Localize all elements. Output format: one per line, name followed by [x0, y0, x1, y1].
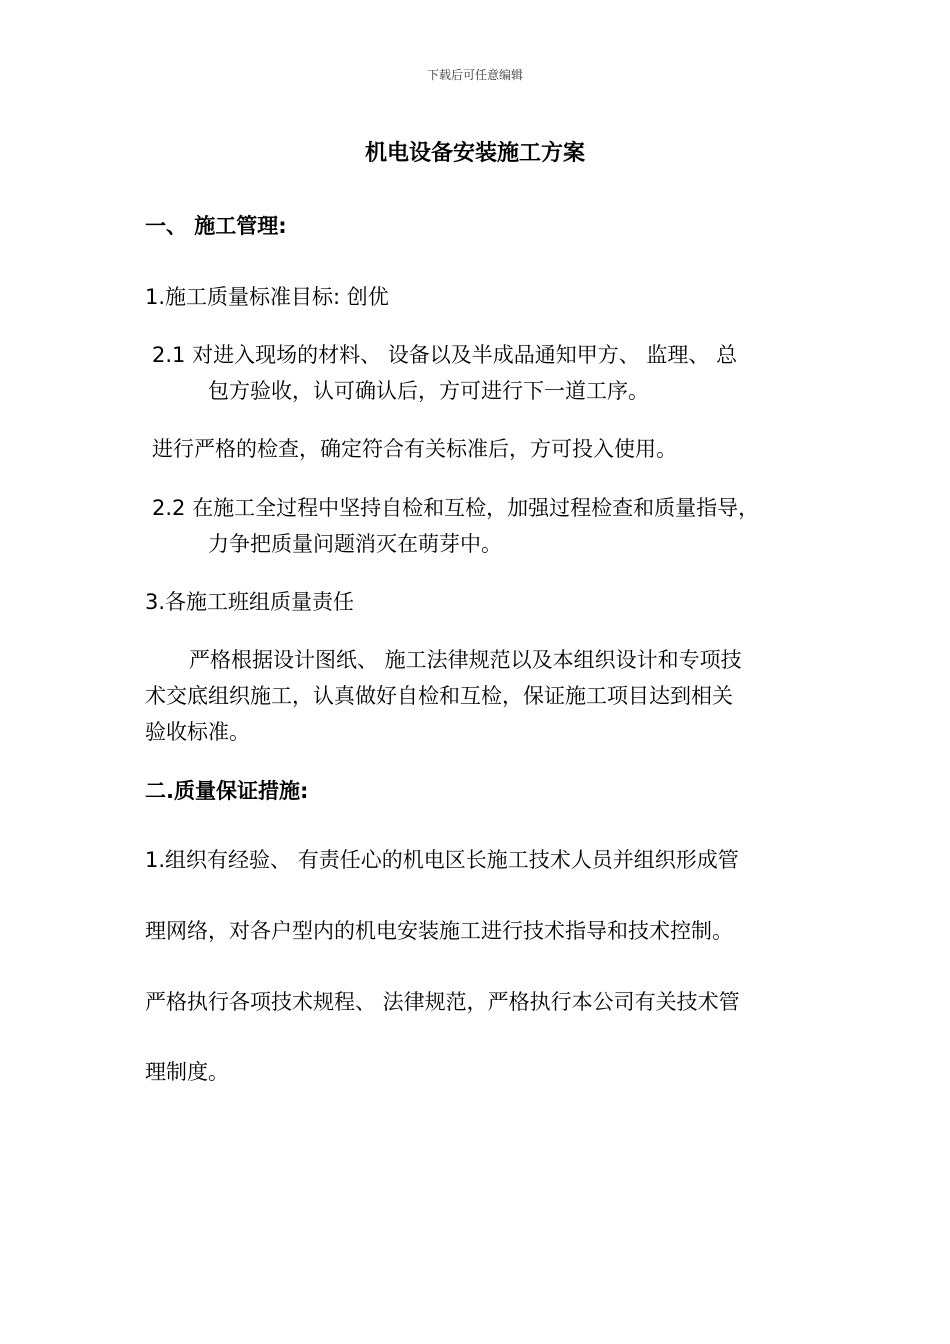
section-2-line-1: 1.组织有经验、 有责任心的机电区长施工技术人员并组织形成管 [145, 848, 739, 872]
section-1-item-2-1-line-1: 2.1 对进入现场的材料、 设备以及半成品通知甲方、 监理、 总 [152, 343, 738, 367]
section-1-item-2-1-line-2: 包方验收，认可确认后，方可进行下一道工序。 [208, 379, 649, 403]
section-2-line-2: 理网络，对各户型内的机电安装施工进行技术指导和技术控制。 [145, 919, 733, 943]
header-note: 下载后可任意编辑 [426, 68, 523, 82]
section-1-item-2-2-line-2: 力争把质量问题消灭在萌芽中。 [208, 532, 502, 556]
section-1-paragraph-line-1: 严格根据设计图纸、 施工法律规范以及本组织设计和专项技 [189, 648, 742, 672]
section-1-item-3: 3.各施工班组质量责任 [145, 590, 355, 614]
section-1-item-1: 1.施工质量标准目标: 创优 [145, 285, 389, 309]
document-title: 机电设备安装施工方案 [364, 141, 585, 166]
section-2-line-4: 理制度。 [145, 1060, 229, 1084]
section-1-item-2-2-line-1: 2.2 在施工全过程中坚持自检和互检，加强过程检查和质量指导， [152, 496, 760, 520]
section-1-heading: 一、 施工管理: [145, 214, 287, 238]
section-2-heading: 二.质量保证措施: [145, 779, 309, 803]
section-1-paragraph-line-2: 术交底组织施工，认真做好自检和互检，保证施工项目达到相关 [145, 684, 733, 708]
section-1-check-line: 进行严格的检查，确定符合有关标准后，方可投入使用。 [152, 437, 677, 461]
section-2-line-3: 严格执行各项技术规程、 法律规范，严格执行本公司有关技术管 [145, 990, 740, 1014]
section-1-paragraph-line-3: 验收标准。 [145, 720, 250, 744]
